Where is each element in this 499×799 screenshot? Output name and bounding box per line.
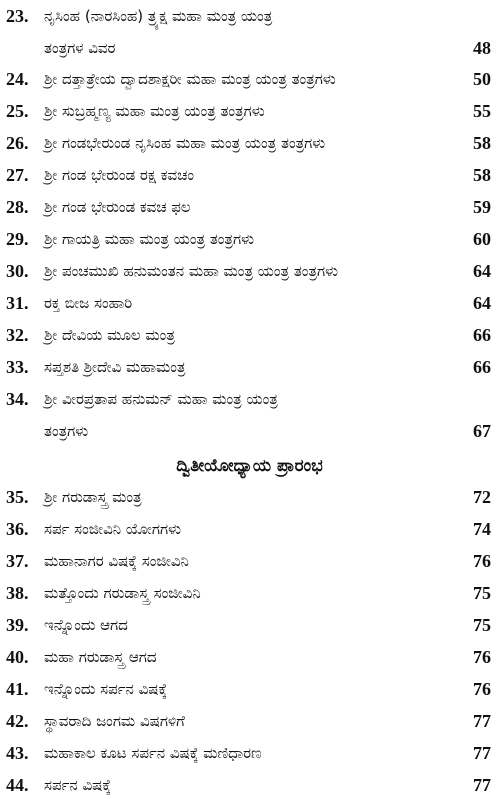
toc-entry: [0, 551, 499, 571]
toc-entry-continuation: [0, 421, 499, 441]
entry-title: ಶ್ರೀ ಸುಬ್ರಹ್ಮಣ್ಯ ಮಹಾ ಮಂತ್ರ ಯಂತ್ರ ತಂತ್ರಗಳು: [44, 102, 265, 120]
entry-number: 27.: [6, 165, 29, 185]
entry-number: 41.: [6, 679, 29, 699]
entry-page: 77: [473, 775, 491, 795]
entry-page: 58: [473, 165, 491, 185]
entry-title: ಇನ್ನೊಂದು ಆಗದ: [44, 616, 128, 634]
toc-entry: [0, 165, 499, 185]
entry-page: 75: [473, 583, 491, 603]
entry-title: ಶ್ರೀ ಗಂಡಭೇರುಂಡ ನೃಸಿಂಹ ಮಹಾ ಮಂತ್ರ ಯಂತ್ರ ತಂತ್ರಗಳು: [44, 134, 326, 152]
entry-number: 26.: [6, 133, 29, 153]
entry-title: ಮಹಾಕಾಲ ಕೂಟ ಸರ್ಪನ ವಿಷಕ್ಕೆ ಮಣಿಧಾರಣ: [44, 744, 262, 762]
entry-page: 59: [473, 197, 491, 217]
entry-page: 64: [473, 261, 491, 281]
entry-page: 66: [473, 357, 491, 377]
toc-entry: [0, 357, 499, 377]
entry-number: 37.: [6, 551, 29, 571]
entry-number: 39.: [6, 615, 29, 635]
toc-entry-continuation: [0, 38, 499, 58]
toc-entry: [0, 647, 499, 667]
entry-page: 77: [473, 711, 491, 731]
entry-page: 67: [473, 421, 491, 441]
entry-title: ಮಹಾನಾಗರ ವಿಷಕ್ಕೆ ಸಂಜೀವಿನಿ: [44, 552, 189, 570]
entry-number: 32.: [6, 325, 29, 345]
toc-entry: [0, 389, 499, 409]
entry-number: 33.: [6, 357, 29, 377]
entry-page: 58: [473, 133, 491, 153]
entry-title: ಶ್ರೀ ದೇವಿಯ ಮೂಲ ಮಂತ್ರ: [44, 326, 175, 344]
entry-page: 76: [473, 679, 491, 699]
toc-entry: [0, 711, 499, 731]
entry-number: 42.: [6, 711, 29, 731]
entry-title: ಶ್ರೀ ವೀರಪ್ರತಾಪ ಹನುಮನ್ ಮಹಾ ಮಂತ್ರ ಯಂತ್ರ: [44, 390, 278, 408]
entry-page: 55: [473, 101, 491, 121]
entry-title: ಸರ್ಪ ಸಂಜೀವಿನಿ ಯೋಗಗಳು: [44, 520, 181, 538]
entry-title: ಶ್ರೀ ಪಂಚಮುಖಿ ಹನುಮಂತನ ಮಹಾ ಮಂತ್ರ ಯಂತ್ರ ತಂತ್ರಗಳು: [44, 262, 339, 280]
entry-title: ಶ್ರೀ ಗಂಡ ಭೇರುಂಡ ರಕ್ಷ ಕವಚಂ: [44, 166, 194, 184]
entry-number: 31.: [6, 293, 29, 313]
toc-entry: [0, 133, 499, 153]
entry-title: ಶ್ರೀ ದತ್ತಾತ್ರೇಯ ದ್ವಾದಶಾಕ್ಷರೀ ಮಹಾ ಮಂತ್ರ ಯಂತ್ರ ತಂತ್ರಗಳು: [44, 70, 336, 88]
entry-title: ನೃಸಿಂಹ (ನಾರಸಿಂಹ) ತ್ರ್ಯಕ್ಷ ಮಹಾ ಮಂತ್ರ ಯಂತ್ರ: [44, 7, 273, 25]
entry-page: 66: [473, 325, 491, 345]
toc-entry: [0, 583, 499, 603]
entry-title-continued: ತಂತ್ರಗಳ ವಿವರ: [44, 39, 116, 57]
entry-number: 25.: [6, 101, 29, 121]
entry-page: 72: [473, 487, 491, 507]
entry-page: 64: [473, 293, 491, 313]
entry-page: 48: [473, 38, 491, 58]
entry-title: ರಕ್ತ ಬೀಜ ಸಂಹಾರಿ: [44, 294, 133, 312]
entry-title: ಮತ್ತೊಂದು ಗರುಡಾಸ್ತ್ರ ಸಂಜೀವಿನಿ: [44, 584, 201, 602]
entry-number: 30.: [6, 261, 29, 281]
entry-number: 35.: [6, 487, 29, 507]
toc-entry: [0, 487, 499, 507]
entry-title: ಶ್ರೀ ಗರುಡಾಸ್ತ್ರ ಮಂತ್ರ: [44, 488, 142, 506]
entry-number: 34.: [6, 389, 29, 409]
entry-number: 29.: [6, 229, 29, 249]
entry-page: 75: [473, 615, 491, 635]
entry-page: 76: [473, 647, 491, 667]
entry-page: 50: [473, 69, 491, 89]
entry-page: 76: [473, 551, 491, 571]
toc-entry: [0, 743, 499, 763]
entry-number: 43.: [6, 743, 29, 763]
entry-title-continued: ತಂತ್ರಗಳು: [44, 422, 89, 440]
section-heading: ದ್ವಿತೀಯೋಧ್ಯಾಯ ಪ್ರಾರಂಭ: [176, 456, 323, 476]
toc-entry: [0, 293, 499, 313]
entry-number: 38.: [6, 583, 29, 603]
entry-number: 36.: [6, 519, 29, 539]
entry-title: ಶ್ರೀ ಗಾಯತ್ರಿ ಮಹಾ ಮಂತ್ರ ಯಂತ್ರ ತಂತ್ರಗಳು: [44, 230, 255, 248]
toc-entry: [0, 325, 499, 345]
toc-entry: [0, 69, 499, 89]
entry-number: 44.: [6, 775, 29, 795]
entry-number: 28.: [6, 197, 29, 217]
toc-entry: [0, 615, 499, 635]
entry-number: 40.: [6, 647, 29, 667]
entry-number: 23.: [6, 6, 29, 26]
entry-page: 74: [473, 519, 491, 539]
entry-title: ಮಹಾ ಗರುಡಾಸ್ತ್ರ ಆಗದ: [44, 648, 157, 666]
toc-entry: [0, 101, 499, 121]
entry-title: ಸರ್ಪನ ವಿಷಕ್ಕೆ: [44, 776, 112, 794]
toc-entry: [0, 775, 499, 795]
entry-title: ಶ್ರೀ ಗಂಡ ಭೇರುಂಡ ಕವಚ ಫಲ: [44, 198, 191, 216]
toc-entry: [0, 197, 499, 217]
entry-title: ಸಪ್ತಶತಿ ಶ್ರೀದೇವಿ ಮಹಾಮಂತ್ರ: [44, 358, 186, 376]
entry-title: ಇನ್ನೊಂದು ಸರ್ಪನ ವಿಷಕ್ಕೆ: [44, 680, 168, 698]
toc-entry: [0, 519, 499, 539]
entry-page: 60: [473, 229, 491, 249]
entry-title: ಸ್ಥಾವರಾದಿ ಜಂಗಮ ವಿಷಗಳಿಗೆ: [44, 712, 185, 730]
toc-entry: [0, 679, 499, 699]
toc-entry: [0, 261, 499, 281]
entry-page: 77: [473, 743, 491, 763]
toc-entry: [0, 229, 499, 249]
toc-entry: [0, 6, 499, 26]
entry-number: 24.: [6, 69, 29, 89]
